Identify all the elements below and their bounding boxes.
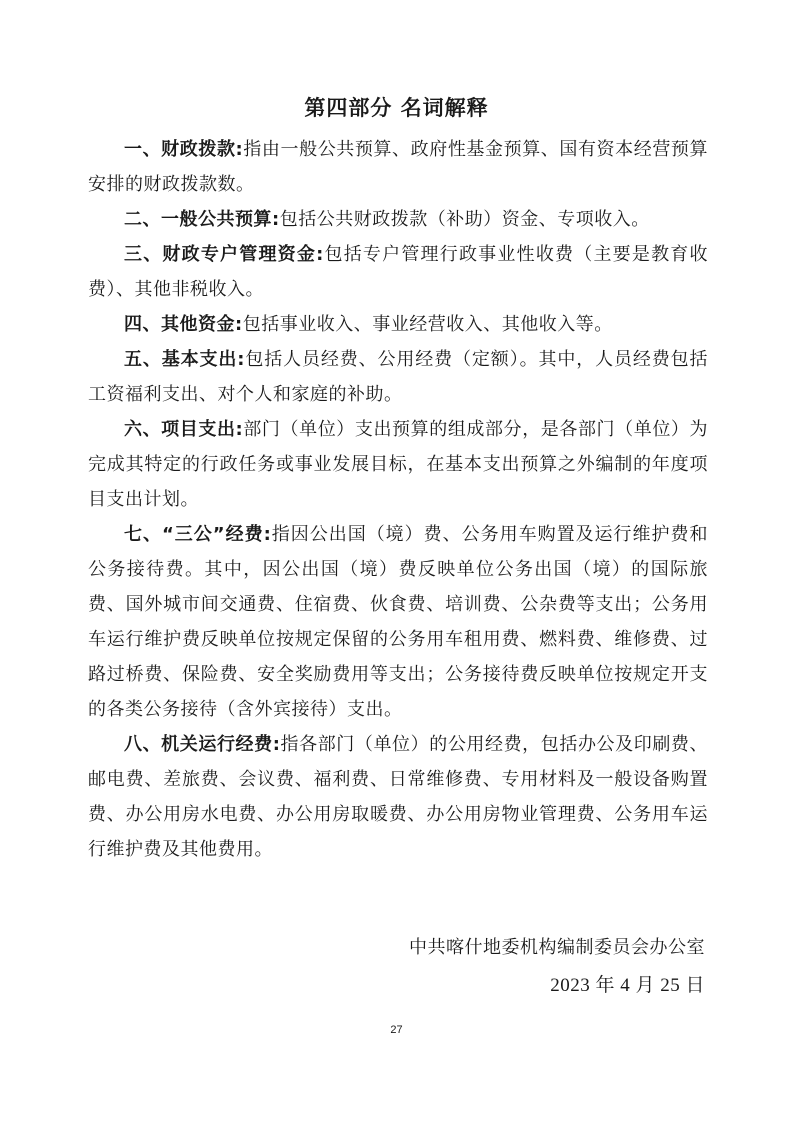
definition-term: 四、其他资金: xyxy=(124,314,243,335)
definition-term: 七、“三公”经费: xyxy=(124,524,272,545)
signature-organization: 中共喀什地委机构编制委员会办公室 xyxy=(409,937,705,958)
definition-paragraph xyxy=(88,132,708,202)
definition-text: 部门（单位）支出预算的组成部分，是各部门（单位）为完成其特定的行政任务或事业发展目标，在基本支出预算之外编制的年度项目支出计划。 xyxy=(88,419,709,510)
definition-term: 一、财政拨款: xyxy=(124,139,244,160)
definition-term: 五、基本支出: xyxy=(124,349,245,370)
definition-paragraph xyxy=(88,202,708,237)
definition-text: 指由一般公共预算、政府性基金预算、国有资本经营预算安排的财政拨款数。 xyxy=(88,139,709,195)
definition-text: 包括事业收入、事业经营收入、其他收入等。 xyxy=(242,314,613,335)
definition-term: 三、财政专户管理资金: xyxy=(124,244,324,265)
definition-paragraph xyxy=(88,517,708,727)
definition-text: 包括公共财政拨款（补助）资金、专项收入。 xyxy=(279,209,650,230)
definition-paragraph xyxy=(88,307,708,342)
definitions-body xyxy=(88,132,708,867)
definition-text: 指各部门（单位）的公用经费，包括办公及印刷费、邮电费、差旅费、会议费、福利费、日常维修费、专用材料及一般设备购置费、办公用房水电费、办公用房取暖费、办公用房物业管理费、公务用车运行维护费及其他费用。 xyxy=(88,734,708,860)
definition-paragraph xyxy=(88,727,708,867)
definition-text: 包括专户管理行政事业性收费（主要是教育收费）、其他非税收入。 xyxy=(88,244,708,300)
definition-paragraph xyxy=(88,237,708,307)
page-number: 27 xyxy=(390,1024,403,1036)
definition-term: 二、一般公共预算: xyxy=(124,209,280,230)
definition-text: 指因公出国（境）费、公务用车购置及运行维护费和公务接待费。其中，因公出国（境）费反映单位公务出国（境）的国际旅费、国外城市间交通费、住宿费、伙食费、培训费、公杂费等支出；公务用车运行维护费反映单位按规定保留的公务用车租用费、燃料费、维修费、过路过桥费、保险费、安全奖励费用等支出；公务接待费反映单位按规定开支的各类公务接待（含外宾接待）支出。 xyxy=(88,524,708,720)
definition-paragraph xyxy=(88,412,708,517)
signature-date: 2023 年 4 月 25 日 xyxy=(550,975,705,996)
definition-paragraph xyxy=(88,342,708,412)
definition-term: 六、项目支出: xyxy=(124,419,244,440)
definition-term: 八、机关运行经费: xyxy=(124,734,281,755)
definition-text: 包括人员经费、公用经费（定额）。其中，人员经费包括工资福利支出、对个人和家庭的补助。 xyxy=(88,349,708,405)
page-title: 第四部分 名词解释 xyxy=(304,96,489,120)
